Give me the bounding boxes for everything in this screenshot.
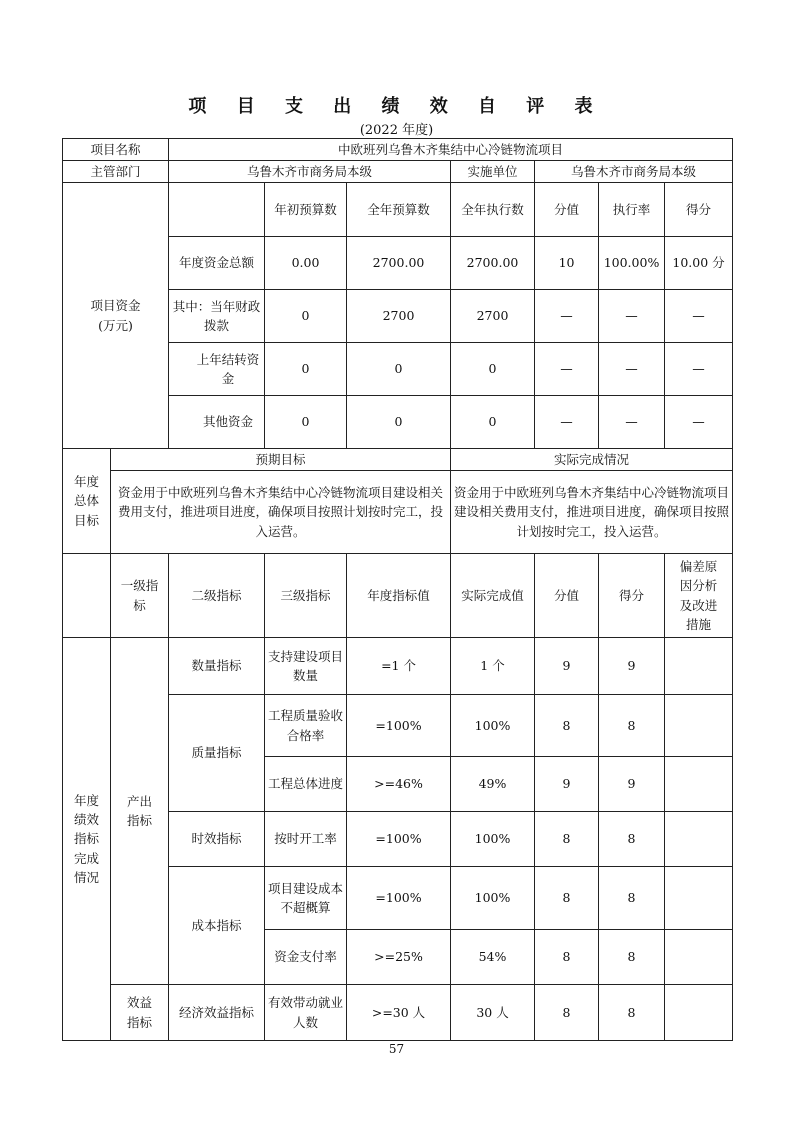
indicator-header-weight: 分值 <box>535 554 599 638</box>
actual-value: 54% <box>451 930 535 985</box>
funds-row-label: 上年结转资金 <box>169 343 265 396</box>
target-value: =100% <box>347 695 451 757</box>
economic-indicator-label: 经济效益指标 <box>169 985 265 1041</box>
indicator-header-actual: 实际完成值 <box>451 554 535 638</box>
indicator-header-level1: 一级指标 <box>111 554 169 638</box>
deviation-value <box>665 638 733 695</box>
level3-indicator: 工程质量验收合格率 <box>265 695 347 757</box>
deviation-value <box>665 930 733 985</box>
actual-goal-header: 实际完成情况 <box>451 449 733 471</box>
funds-score: — <box>665 343 733 396</box>
funds-weight: — <box>535 290 599 343</box>
funds-initial: 0.00 <box>265 237 347 290</box>
funds-weight: 10 <box>535 237 599 290</box>
score-value: 8 <box>599 695 665 757</box>
funds-header-executed: 全年执行数 <box>451 183 535 237</box>
funds-weight: — <box>535 396 599 449</box>
funds-header-annual: 全年预算数 <box>347 183 451 237</box>
funds-annual: 0 <box>347 396 451 449</box>
funds-row-label: 其中：当年财政拨款 <box>169 290 265 343</box>
funds-row-label: 年度资金总额 <box>169 237 265 290</box>
performance-table <box>62 138 733 1041</box>
funds-annual: 0 <box>347 343 451 396</box>
funds-executed: 0 <box>451 396 535 449</box>
target-value: =1 个 <box>347 638 451 695</box>
funds-header-initial: 年初预算数 <box>265 183 347 237</box>
actual-value: 100% <box>451 695 535 757</box>
quality-indicator-label: 质量指标 <box>169 695 265 812</box>
page-number: 57 <box>388 1042 405 1056</box>
funds-score: — <box>665 290 733 343</box>
score-value: 8 <box>599 930 665 985</box>
project-name-label: 项目名称 <box>63 139 169 161</box>
actual-value: 100% <box>451 867 535 930</box>
score-value: 8 <box>599 812 665 867</box>
indicators-section-label: 年度绩效指标完成情况 <box>63 638 111 1041</box>
weight-value: 8 <box>535 867 599 930</box>
target-value: >=46% <box>347 757 451 812</box>
output-indicator-label: 产出指标 <box>111 638 169 985</box>
time-indicator-label: 时效指标 <box>169 812 265 867</box>
funds-header-score: 得分 <box>665 183 733 237</box>
project-name: 中欧班列乌鲁木齐集结中心冷链物流项目 <box>169 139 733 161</box>
funds-rate: — <box>599 343 665 396</box>
year-note: (2022 年度) <box>359 123 434 138</box>
level3-indicator: 按时开工率 <box>265 812 347 867</box>
funds-label: 项目资金 (万元) <box>63 183 169 449</box>
funds-header-weight: 分值 <box>535 183 599 237</box>
funds-header-rate: 执行率 <box>599 183 665 237</box>
level3-indicator: 有效带动就业人数 <box>265 985 347 1041</box>
actual-value: 30 人 <box>451 985 535 1041</box>
target-value: =100% <box>347 812 451 867</box>
funds-header-blank <box>169 183 265 237</box>
indicator-header-level3: 三级指标 <box>265 554 347 638</box>
funds-executed: 2700 <box>451 290 535 343</box>
level3-indicator: 项目建设成本不超概算 <box>265 867 347 930</box>
actual-value: 100% <box>451 812 535 867</box>
actual-value: 1 个 <box>451 638 535 695</box>
level3-indicator: 资金支付率 <box>265 930 347 985</box>
quantity-indicator-label: 数量指标 <box>169 638 265 695</box>
score-value: 8 <box>599 867 665 930</box>
target-value: >=25% <box>347 930 451 985</box>
deviation-value <box>665 985 733 1041</box>
score-value: 8 <box>599 985 665 1041</box>
weight-value: 8 <box>535 930 599 985</box>
deviation-value <box>665 695 733 757</box>
weight-value: 8 <box>535 985 599 1041</box>
funds-rate: — <box>599 290 665 343</box>
table-row <box>63 985 733 1041</box>
goals-label: 年度总体目标 <box>63 449 111 554</box>
deviation-value <box>665 757 733 812</box>
funds-rate: — <box>599 396 665 449</box>
funds-rate: 100.00% <box>599 237 665 290</box>
funds-executed: 0 <box>451 343 535 396</box>
indicator-header-level2: 二级指标 <box>169 554 265 638</box>
indicator-header-target: 年度指标值 <box>347 554 451 638</box>
dept-value: 乌鲁木齐市商务局本级 <box>169 161 451 183</box>
dept-label: 主管部门 <box>63 161 169 183</box>
weight-value: 9 <box>535 757 599 812</box>
funds-executed: 2700.00 <box>451 237 535 290</box>
score-value: 9 <box>599 757 665 812</box>
funds-initial: 0 <box>265 343 347 396</box>
impl-value: 乌鲁木齐市商务局本级 <box>535 161 733 183</box>
funds-row-label: 其他资金 <box>169 396 265 449</box>
funds-annual: 2700.00 <box>347 237 451 290</box>
target-value: >=30 人 <box>347 985 451 1041</box>
weight-value: 8 <box>535 695 599 757</box>
funds-score: 10.00 分 <box>665 237 733 290</box>
indicator-header-blank <box>63 554 111 638</box>
score-value: 9 <box>599 638 665 695</box>
funds-initial: 0 <box>265 396 347 449</box>
level3-indicator: 工程总体进度 <box>265 757 347 812</box>
level3-indicator: 支持建设项目数量 <box>265 638 347 695</box>
impl-label: 实施单位 <box>451 161 535 183</box>
funds-weight: — <box>535 343 599 396</box>
page-title: 项 目 支 出 绩 效 自 评 表 <box>188 96 605 117</box>
funds-initial: 0 <box>265 290 347 343</box>
funds-annual: 2700 <box>347 290 451 343</box>
weight-value: 8 <box>535 812 599 867</box>
weight-value: 9 <box>535 638 599 695</box>
actual-goal-text: 资金用于中欧班列乌鲁木齐集结中心冷链物流项目建设相关费用支付，推进项目进度，确保项目按照计划按时完工，投入运营。 <box>451 471 733 554</box>
deviation-value <box>665 867 733 930</box>
cost-indicator-label: 成本指标 <box>169 867 265 985</box>
target-value: =100% <box>347 867 451 930</box>
expected-goal-text: 资金用于中欧班列乌鲁木齐集结中心冷链物流项目建设相关费用支付，推进项目进度，确保项目按照计划按时完工，投入运营。 <box>111 471 451 554</box>
indicator-header-deviation: 偏差原因分析及改进措施 <box>665 554 733 638</box>
benefit-indicator-label: 效益指标 <box>111 985 169 1041</box>
funds-score: — <box>665 396 733 449</box>
table-row <box>63 638 733 695</box>
indicator-header-score: 得分 <box>599 554 665 638</box>
expected-goal-header: 预期目标 <box>111 449 451 471</box>
deviation-value <box>665 812 733 867</box>
actual-value: 49% <box>451 757 535 812</box>
